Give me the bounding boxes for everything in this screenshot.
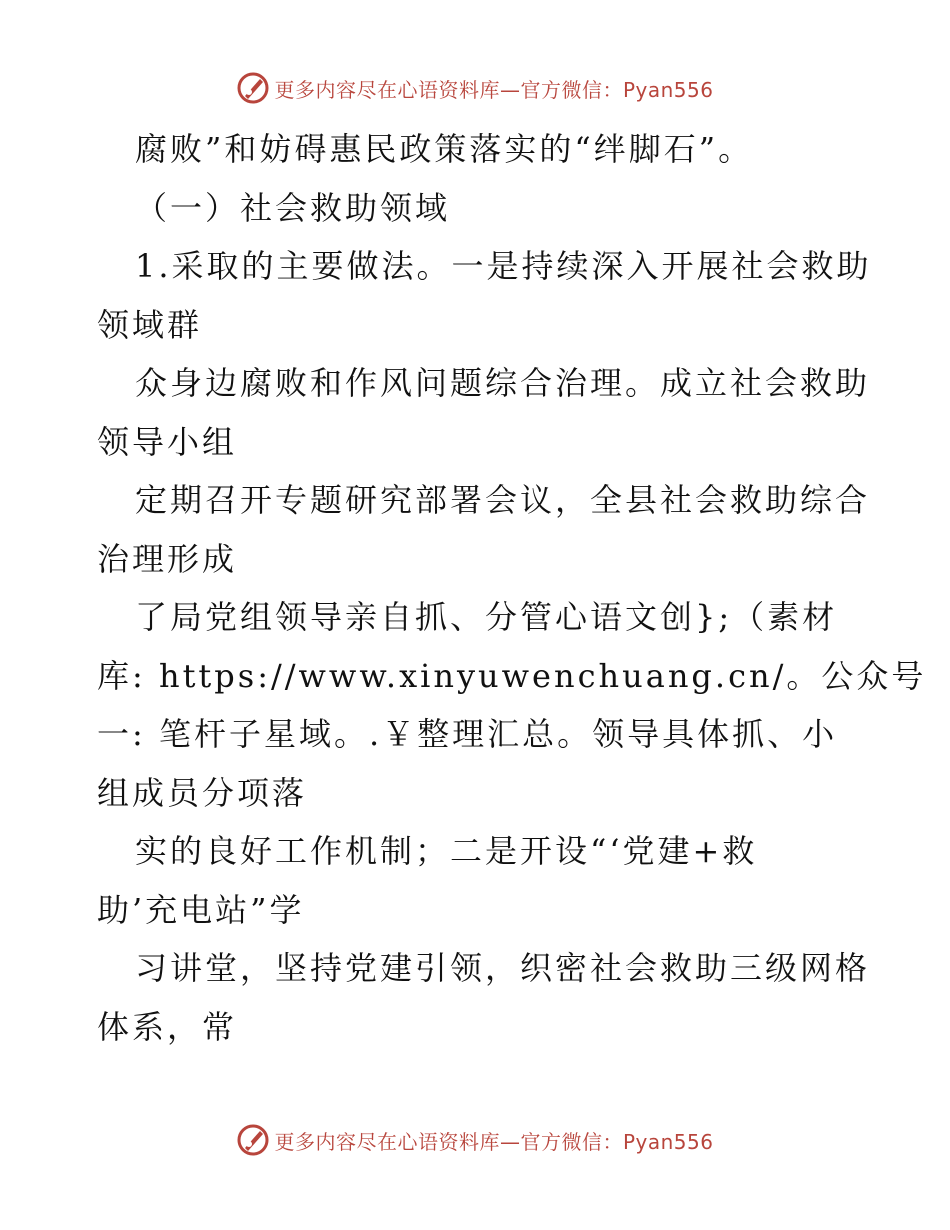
- text-line: 领导小组: [97, 422, 238, 461]
- text-line: 体系，常: [97, 1007, 238, 1046]
- section-heading: （一）社会救助领域: [135, 188, 451, 227]
- text-line: 一: 笔杆子星域。.￥整理汇总。领导具体抓、小: [97, 715, 838, 753]
- text-line: 库: https://www.xinyuwenchuang.cn/。公众号: [97, 656, 927, 695]
- text-line: 助’充电站”学: [97, 890, 305, 929]
- text-line: 领域群: [97, 305, 203, 344]
- text-line: 了局党组领导亲自抓、分管心语文创};（素材: [135, 598, 838, 636]
- footer-banner: [0, 1120, 950, 1160]
- header-banner: [0, 68, 950, 108]
- pen-logo-icon: [236, 71, 270, 105]
- document-body: [97, 120, 927, 1056]
- banner-text: 更多内容尽在心语资料库—官方微信：Pyan556: [274, 1129, 714, 1154]
- text-line: 1.采取的主要做法。一是持续深入开展社会救助: [135, 247, 872, 285]
- text-line: 定期召开专题研究部署会议，全县社会救助综合: [135, 481, 871, 519]
- text-line: 腐败”和妨碍惠民政策落实的“绊脚石”。: [135, 130, 754, 168]
- text-line: 治理形成: [97, 539, 238, 578]
- pen-logo-icon: [236, 1123, 270, 1157]
- text-line: 实的良好工作机制；二是开设“‘党建+救: [135, 832, 758, 870]
- banner-text: 更多内容尽在心语资料库—官方微信：Pyan556: [274, 77, 714, 102]
- text-line: 众身边腐败和作风问题综合治理。成立社会救助: [135, 364, 871, 402]
- text-line: 组成员分项落: [97, 773, 308, 812]
- text-line: 习讲堂，坚持党建引领，织密社会救助三级网格: [135, 949, 871, 987]
